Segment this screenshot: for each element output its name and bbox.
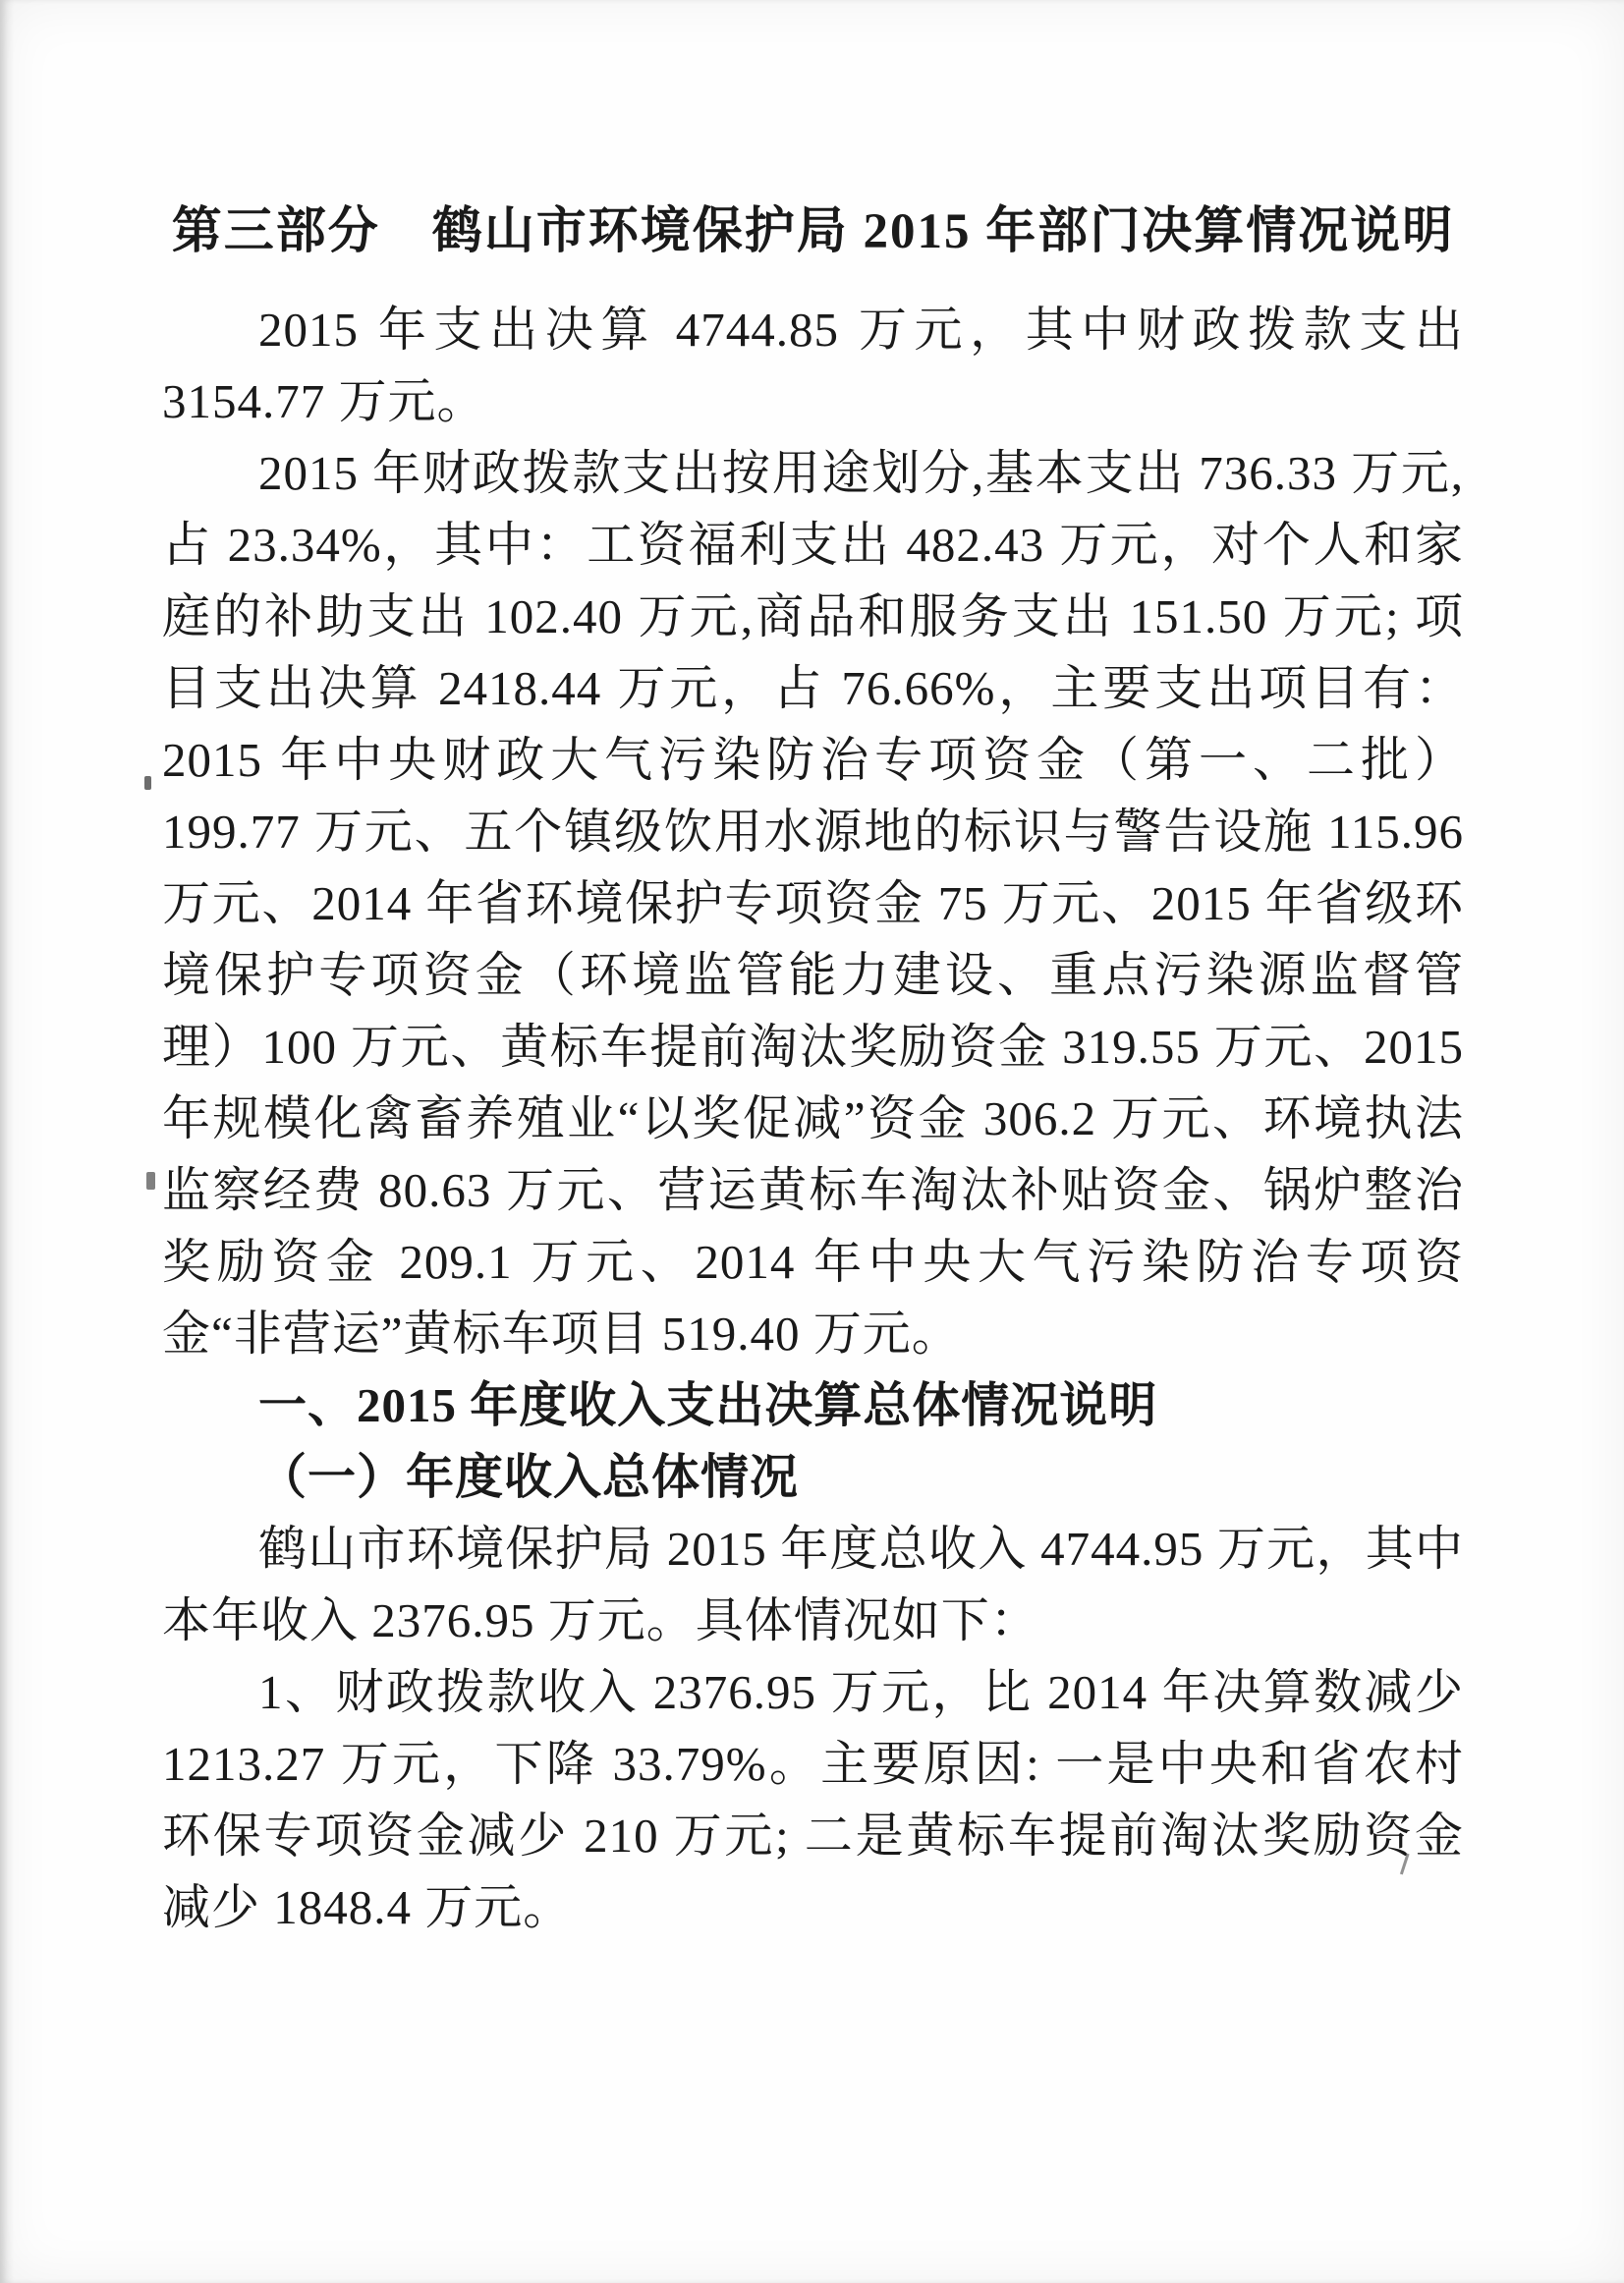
document-body bbox=[162, 196, 1464, 1943]
scan-speck bbox=[146, 1172, 155, 1190]
paragraph-fiscal-appropriation-breakdown: 2015 年财政拨款支出按用途划分,基本支出 736.33 万元,占 23.34%，其中：工资福利支出 482.43 万元，对个人和家庭的补助支出 102.40 万元,商品和服务支出 151.50 万元; 项目支出决算 2418.44 万元，占 76.66%，主要支出项目有： 2015 年中央财政大气污染防治专项资金（第一、二批）199.77 万元、五个镇级饮用水源地的标识与警告设施 115.96 万元、2014 年省环境保护专项资金 75 万元、2015 年省级环境保护专项资金（环境监管能力建设、重点污染源监督管理）100 万元、黄标车提前淘汰奖励资金 319.55 万元、2015 年规模化禽畜养殖业“以奖促减”资金 306.2 万元、环境执法监察经费 80.63 万元、营运黄标车淘汰补贴资金、锅炉整治奖励资金 209.1 万元、2014 年中央大气污染防治专项资金“非营运”黄标车项目 519.40 万元。 bbox=[162, 446, 1464, 1361]
scan-speck bbox=[144, 776, 151, 790]
paragraph-fiscal-income-detail: 1、财政拨款收入 2376.95 万元，比 2014 年决算数减少 1213.27 万元，下降 33.79%。主要原因: 一是中央和省农村环保专项资金减少 210 万元; 二是黄标车提前淘汰奖励资金减少 1848.4 万元。 bbox=[162, 1665, 1464, 1934]
paragraph-expenditure-total: 2015 年支出决算 4744.85 万元，其中财政拨款支出 3154.77 万元。 bbox=[162, 303, 1464, 428]
scan-edge-shadow bbox=[0, 0, 14, 2283]
section-heading-overall-statement: 一、2015 年度收入支出决算总体情况说明 bbox=[258, 1378, 1158, 1432]
paragraph-total-income: 鹤山市环境保护局 2015 年度总收入 4744.95 万元，其中本年收入 2376.95 万元。具体情况如下： bbox=[162, 1522, 1464, 1647]
page-title: 第三部分 鹤山市环境保护局 2015 年部门决算情况说明 bbox=[171, 204, 1455, 259]
subsection-heading-annual-income: （一）年度收入总体情况 bbox=[258, 1450, 800, 1504]
